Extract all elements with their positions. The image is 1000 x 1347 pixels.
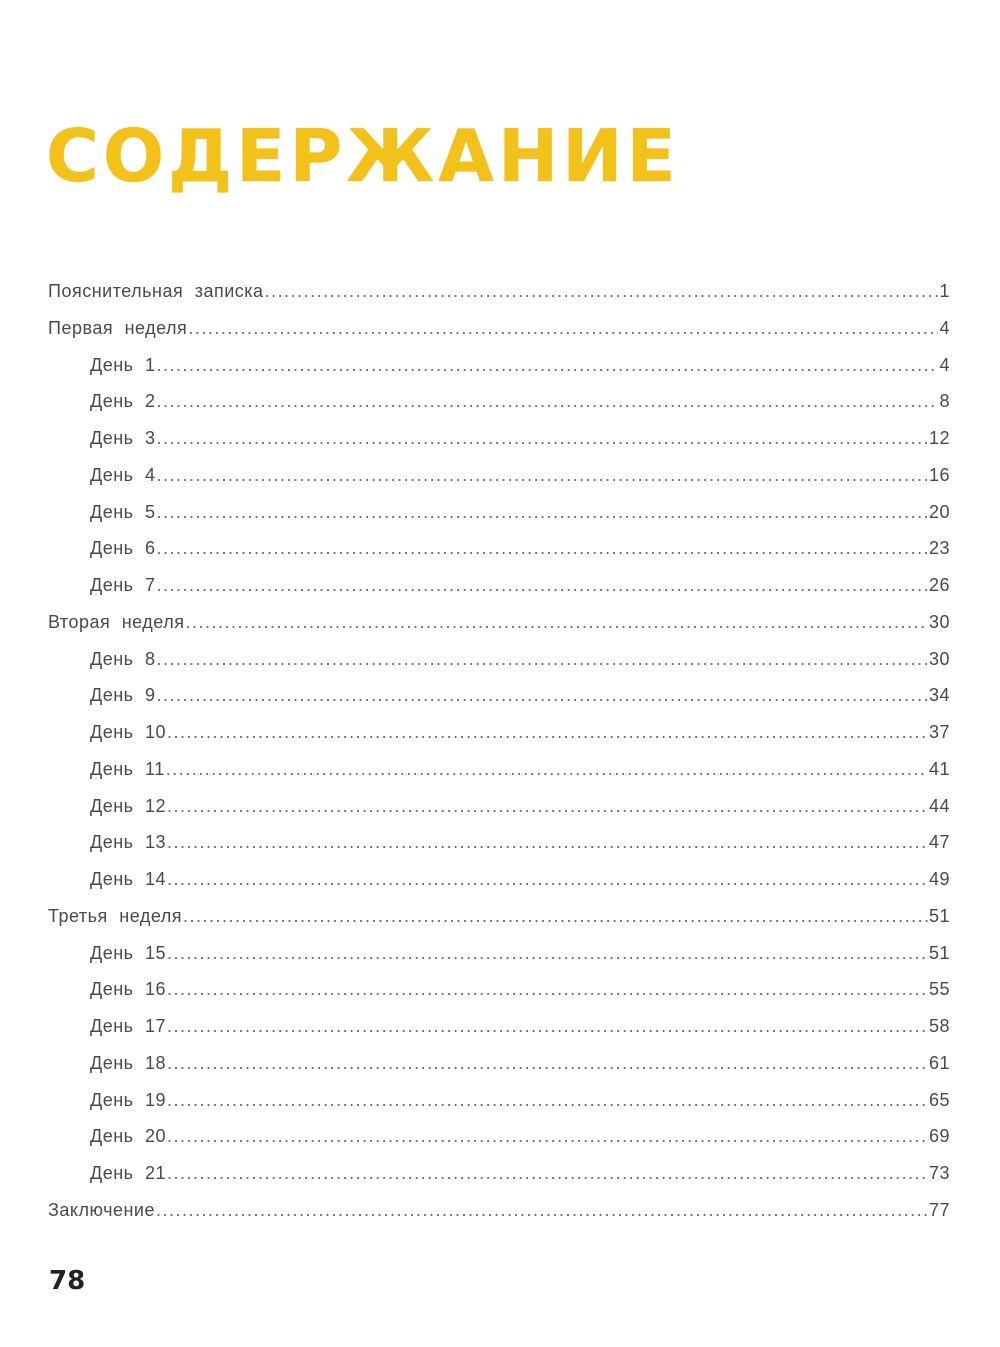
toc-dot-leader <box>167 935 928 971</box>
toc-dot-leader <box>157 567 928 603</box>
toc-entry-page: 16 <box>928 464 950 485</box>
toc-entry-page: 51 <box>928 942 950 963</box>
toc-entry-label: День 7 <box>90 575 156 595</box>
toc-day-entry <box>48 567 950 604</box>
toc-entry-label: День 4 <box>90 464 156 485</box>
toc-day-entry <box>48 824 950 861</box>
toc-entry-page: 12 <box>928 428 950 448</box>
toc-dot-leader <box>167 1155 928 1191</box>
toc-entry-label: День 2 <box>90 391 156 412</box>
page-number: 78 <box>49 1266 86 1296</box>
toc-day-entry <box>48 677 950 714</box>
toc-day-entry <box>48 420 950 457</box>
toc-entry-page: 26 <box>928 575 950 595</box>
toc-dot-leader <box>167 1118 928 1154</box>
toc-dot-leader <box>157 641 928 677</box>
toc-entry-page: 47 <box>928 832 950 853</box>
toc-entry-page: 20 <box>928 501 950 522</box>
toc-dot-leader <box>157 457 928 493</box>
toc-day-entry <box>48 751 950 788</box>
toc-entry-page: 65 <box>928 1089 950 1110</box>
toc-entry-label: День 10 <box>90 722 167 742</box>
toc-entry-page: 73 <box>928 1163 950 1183</box>
toc-day-entry <box>48 935 950 972</box>
toc-entry-page: 30 <box>928 648 950 669</box>
toc-dot-leader <box>167 824 928 860</box>
toc-dot-leader <box>167 1082 928 1118</box>
toc-dot-leader <box>167 714 928 750</box>
toc-entry-label: Заключение <box>48 1199 155 1220</box>
toc-entry-label: День 18 <box>90 1052 167 1073</box>
toc-entry-page: 37 <box>928 722 950 742</box>
toc-entry-page: 4 <box>939 317 950 338</box>
toc-entry-label: День 11 <box>90 758 165 779</box>
toc-dot-leader <box>157 420 928 456</box>
toc-entry-page: 41 <box>928 758 950 779</box>
toc-entry-label: День 9 <box>90 685 156 706</box>
toc-entry-page: 44 <box>928 795 950 816</box>
toc-entry-label: Третья неделя <box>48 905 182 926</box>
toc-day-entry <box>48 383 950 420</box>
toc-entry-page: 61 <box>928 1052 950 1073</box>
toc-entry-page: 34 <box>928 685 950 706</box>
toc-entry-label: День 12 <box>90 795 167 816</box>
toc-dot-leader <box>185 604 928 640</box>
table-of-contents <box>48 273 950 1229</box>
toc-day-entry <box>48 1118 950 1155</box>
toc-dot-leader <box>167 971 928 1007</box>
toc-dot-leader <box>157 677 928 713</box>
toc-entry-label: День 19 <box>90 1089 167 1110</box>
toc-dot-leader <box>156 1192 928 1228</box>
toc-entry-label: День 14 <box>90 869 167 889</box>
toc-day-entry <box>48 1155 950 1192</box>
toc-day-entry <box>48 1008 950 1045</box>
toc-section-entry <box>48 604 950 641</box>
toc-section-entry <box>48 898 950 935</box>
toc-entry-label: День 17 <box>90 1016 167 1036</box>
toc-entry-label: Вторая неделя <box>48 611 185 632</box>
toc-dot-leader <box>167 861 928 897</box>
toc-entry-page: 1 <box>939 281 950 301</box>
toc-day-entry <box>48 1082 950 1119</box>
toc-entry-label: Первая неделя <box>48 317 188 338</box>
toc-dot-leader <box>183 898 928 934</box>
toc-entry-label: День 21 <box>90 1163 167 1183</box>
toc-dot-leader <box>157 383 939 419</box>
toc-entry-page: 30 <box>928 611 950 632</box>
toc-dot-leader <box>188 310 938 346</box>
toc-entry-page: 55 <box>928 979 950 1000</box>
toc-entry-page: 77 <box>928 1199 950 1220</box>
page-title: СОДЕРЖАНИЕ <box>46 114 680 198</box>
toc-entry-label: День 16 <box>90 979 167 1000</box>
toc-entry-label: День 1 <box>90 354 156 375</box>
toc-day-entry <box>48 1045 950 1082</box>
toc-entry-label: День 13 <box>90 832 167 853</box>
toc-dot-leader <box>157 530 928 566</box>
toc-dot-leader <box>265 273 939 309</box>
toc-section-entry <box>48 273 950 310</box>
toc-day-entry <box>48 861 950 898</box>
toc-entry-page: 8 <box>939 391 950 412</box>
toc-day-entry <box>48 457 950 494</box>
toc-entry-page: 58 <box>928 1016 950 1036</box>
toc-entry-label: День 15 <box>90 942 167 963</box>
toc-entry-page: 49 <box>928 869 950 889</box>
toc-entry-page: 4 <box>939 354 950 375</box>
toc-dot-leader <box>167 1008 928 1044</box>
toc-section-entry <box>48 310 950 347</box>
toc-dot-leader <box>157 347 939 383</box>
toc-day-entry <box>48 971 950 1008</box>
toc-entry-page: 69 <box>928 1126 950 1147</box>
toc-entry-page: 23 <box>928 538 950 559</box>
toc-entry-label: День 3 <box>90 428 156 448</box>
toc-day-entry <box>48 641 950 678</box>
toc-entry-label: Пояснительная записка <box>48 281 264 301</box>
toc-dot-leader <box>157 494 928 530</box>
toc-day-entry <box>48 494 950 531</box>
toc-dot-leader <box>167 1045 928 1081</box>
toc-day-entry <box>48 347 950 384</box>
toc-day-entry <box>48 530 950 567</box>
toc-entry-label: День 5 <box>90 501 156 522</box>
toc-day-entry <box>48 714 950 751</box>
toc-dot-leader <box>167 788 928 824</box>
toc-section-entry <box>48 1192 950 1229</box>
toc-entry-label: День 20 <box>90 1126 167 1147</box>
toc-entry-label: День 8 <box>90 648 156 669</box>
toc-entry-label: День 6 <box>90 538 156 559</box>
toc-entry-page: 51 <box>928 905 950 926</box>
toc-dot-leader <box>166 751 928 787</box>
toc-day-entry <box>48 788 950 825</box>
